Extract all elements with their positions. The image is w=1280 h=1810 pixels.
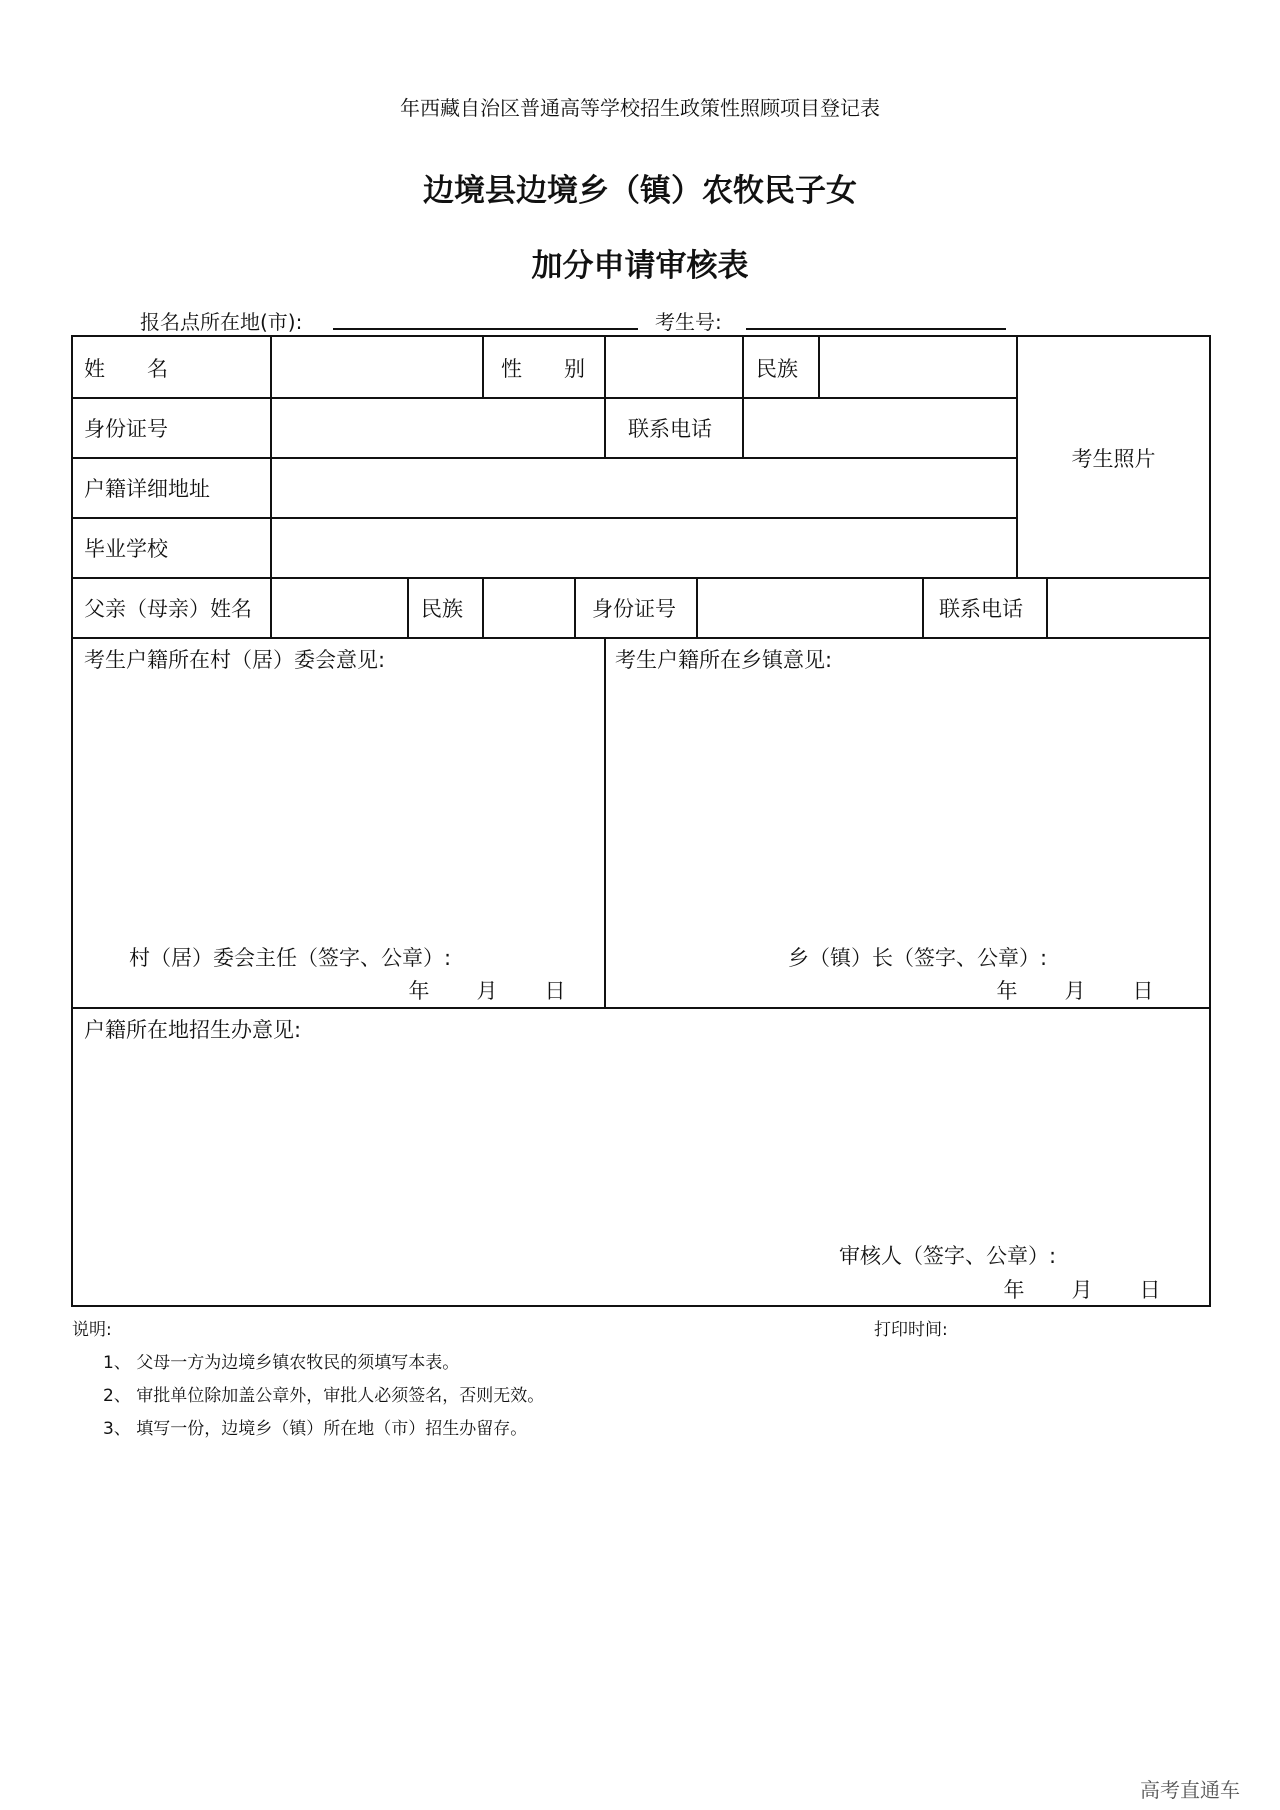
parent-ethnicity-label: 民族 bbox=[421, 597, 463, 621]
watermark: 高考直通车 bbox=[1140, 1778, 1240, 1802]
town-sign-label: 乡（镇）长（签字、公章）: bbox=[788, 946, 1048, 970]
print-time-label: 打印时间: bbox=[874, 1320, 948, 1340]
parent-name-label: 父亲（母亲）姓名 bbox=[84, 597, 252, 621]
ethnicity-input[interactable] bbox=[820, 337, 1015, 397]
village-opinion-label: 考生户籍所在村（居）委会意见: bbox=[84, 648, 386, 672]
registration-location-field[interactable] bbox=[333, 328, 638, 330]
note-item: 3、 填写一份，边境乡（镇）所在地（市）招生办留存。 bbox=[103, 1419, 528, 1439]
note-item: 2、 审批单位除加盖公章外，审批人必须签名，否则无效。 bbox=[103, 1386, 545, 1406]
office-date: 年 月 日 bbox=[1003, 1278, 1161, 1302]
note-item: 1、 父母一方为边境乡镇农牧民的须填写本表。 bbox=[103, 1353, 460, 1373]
gender-label: 性 别 bbox=[501, 357, 585, 381]
application-form-table bbox=[71, 335, 1211, 1307]
name-label: 姓 名 bbox=[84, 357, 168, 381]
id-number-label: 身份证号 bbox=[84, 417, 168, 441]
parent-phone-input[interactable] bbox=[1048, 577, 1209, 637]
office-opinion-label: 户籍所在地招生办意见: bbox=[84, 1018, 302, 1042]
reviewer-sign-label: 审核人（签字、公章）: bbox=[839, 1244, 1057, 1268]
ethnicity-label: 民族 bbox=[756, 357, 798, 381]
village-sign-label: 村（居）委会主任（签字、公章）: bbox=[129, 946, 452, 970]
gender-input[interactable] bbox=[606, 337, 741, 397]
town-opinion-area[interactable] bbox=[606, 677, 1207, 917]
parent-id-input[interactable] bbox=[698, 577, 921, 637]
id-number-input[interactable] bbox=[272, 397, 603, 457]
village-opinion-area[interactable] bbox=[75, 677, 602, 917]
exam-number-field[interactable] bbox=[746, 328, 1006, 330]
town-opinion-label: 考生户籍所在乡镇意见: bbox=[615, 648, 833, 672]
parent-ethnicity-input[interactable] bbox=[484, 577, 573, 637]
photo-label: 考生照片 bbox=[1071, 447, 1156, 471]
name-input[interactable] bbox=[272, 337, 481, 397]
school-input[interactable] bbox=[272, 517, 1015, 577]
registration-location-label: 报名点所在地(市): bbox=[140, 310, 303, 334]
household-address-input[interactable] bbox=[272, 457, 1015, 517]
exam-number-label: 考生号: bbox=[655, 310, 722, 334]
form-title-line1: 边境县边境乡（镇）农牧民子女 bbox=[423, 173, 857, 209]
parent-id-label: 身份证号 bbox=[592, 597, 676, 621]
form-title-line2: 加分申请审核表 bbox=[531, 248, 749, 284]
household-address-label: 户籍详细地址 bbox=[84, 477, 210, 501]
office-opinion-area[interactable] bbox=[75, 1047, 1207, 1237]
village-date: 年 月 日 bbox=[408, 979, 566, 1003]
town-date: 年 月 日 bbox=[996, 979, 1154, 1003]
notes-heading: 说明: bbox=[72, 1320, 112, 1340]
school-label: 毕业学校 bbox=[84, 537, 168, 561]
phone-input[interactable] bbox=[744, 397, 1015, 457]
form-subtitle: 年西藏自治区普通高等学校招生政策性照顾项目登记表 bbox=[400, 96, 880, 120]
parent-phone-label: 联系电话 bbox=[939, 597, 1023, 621]
parent-name-input[interactable] bbox=[272, 577, 406, 637]
phone-label: 联系电话 bbox=[628, 417, 712, 441]
